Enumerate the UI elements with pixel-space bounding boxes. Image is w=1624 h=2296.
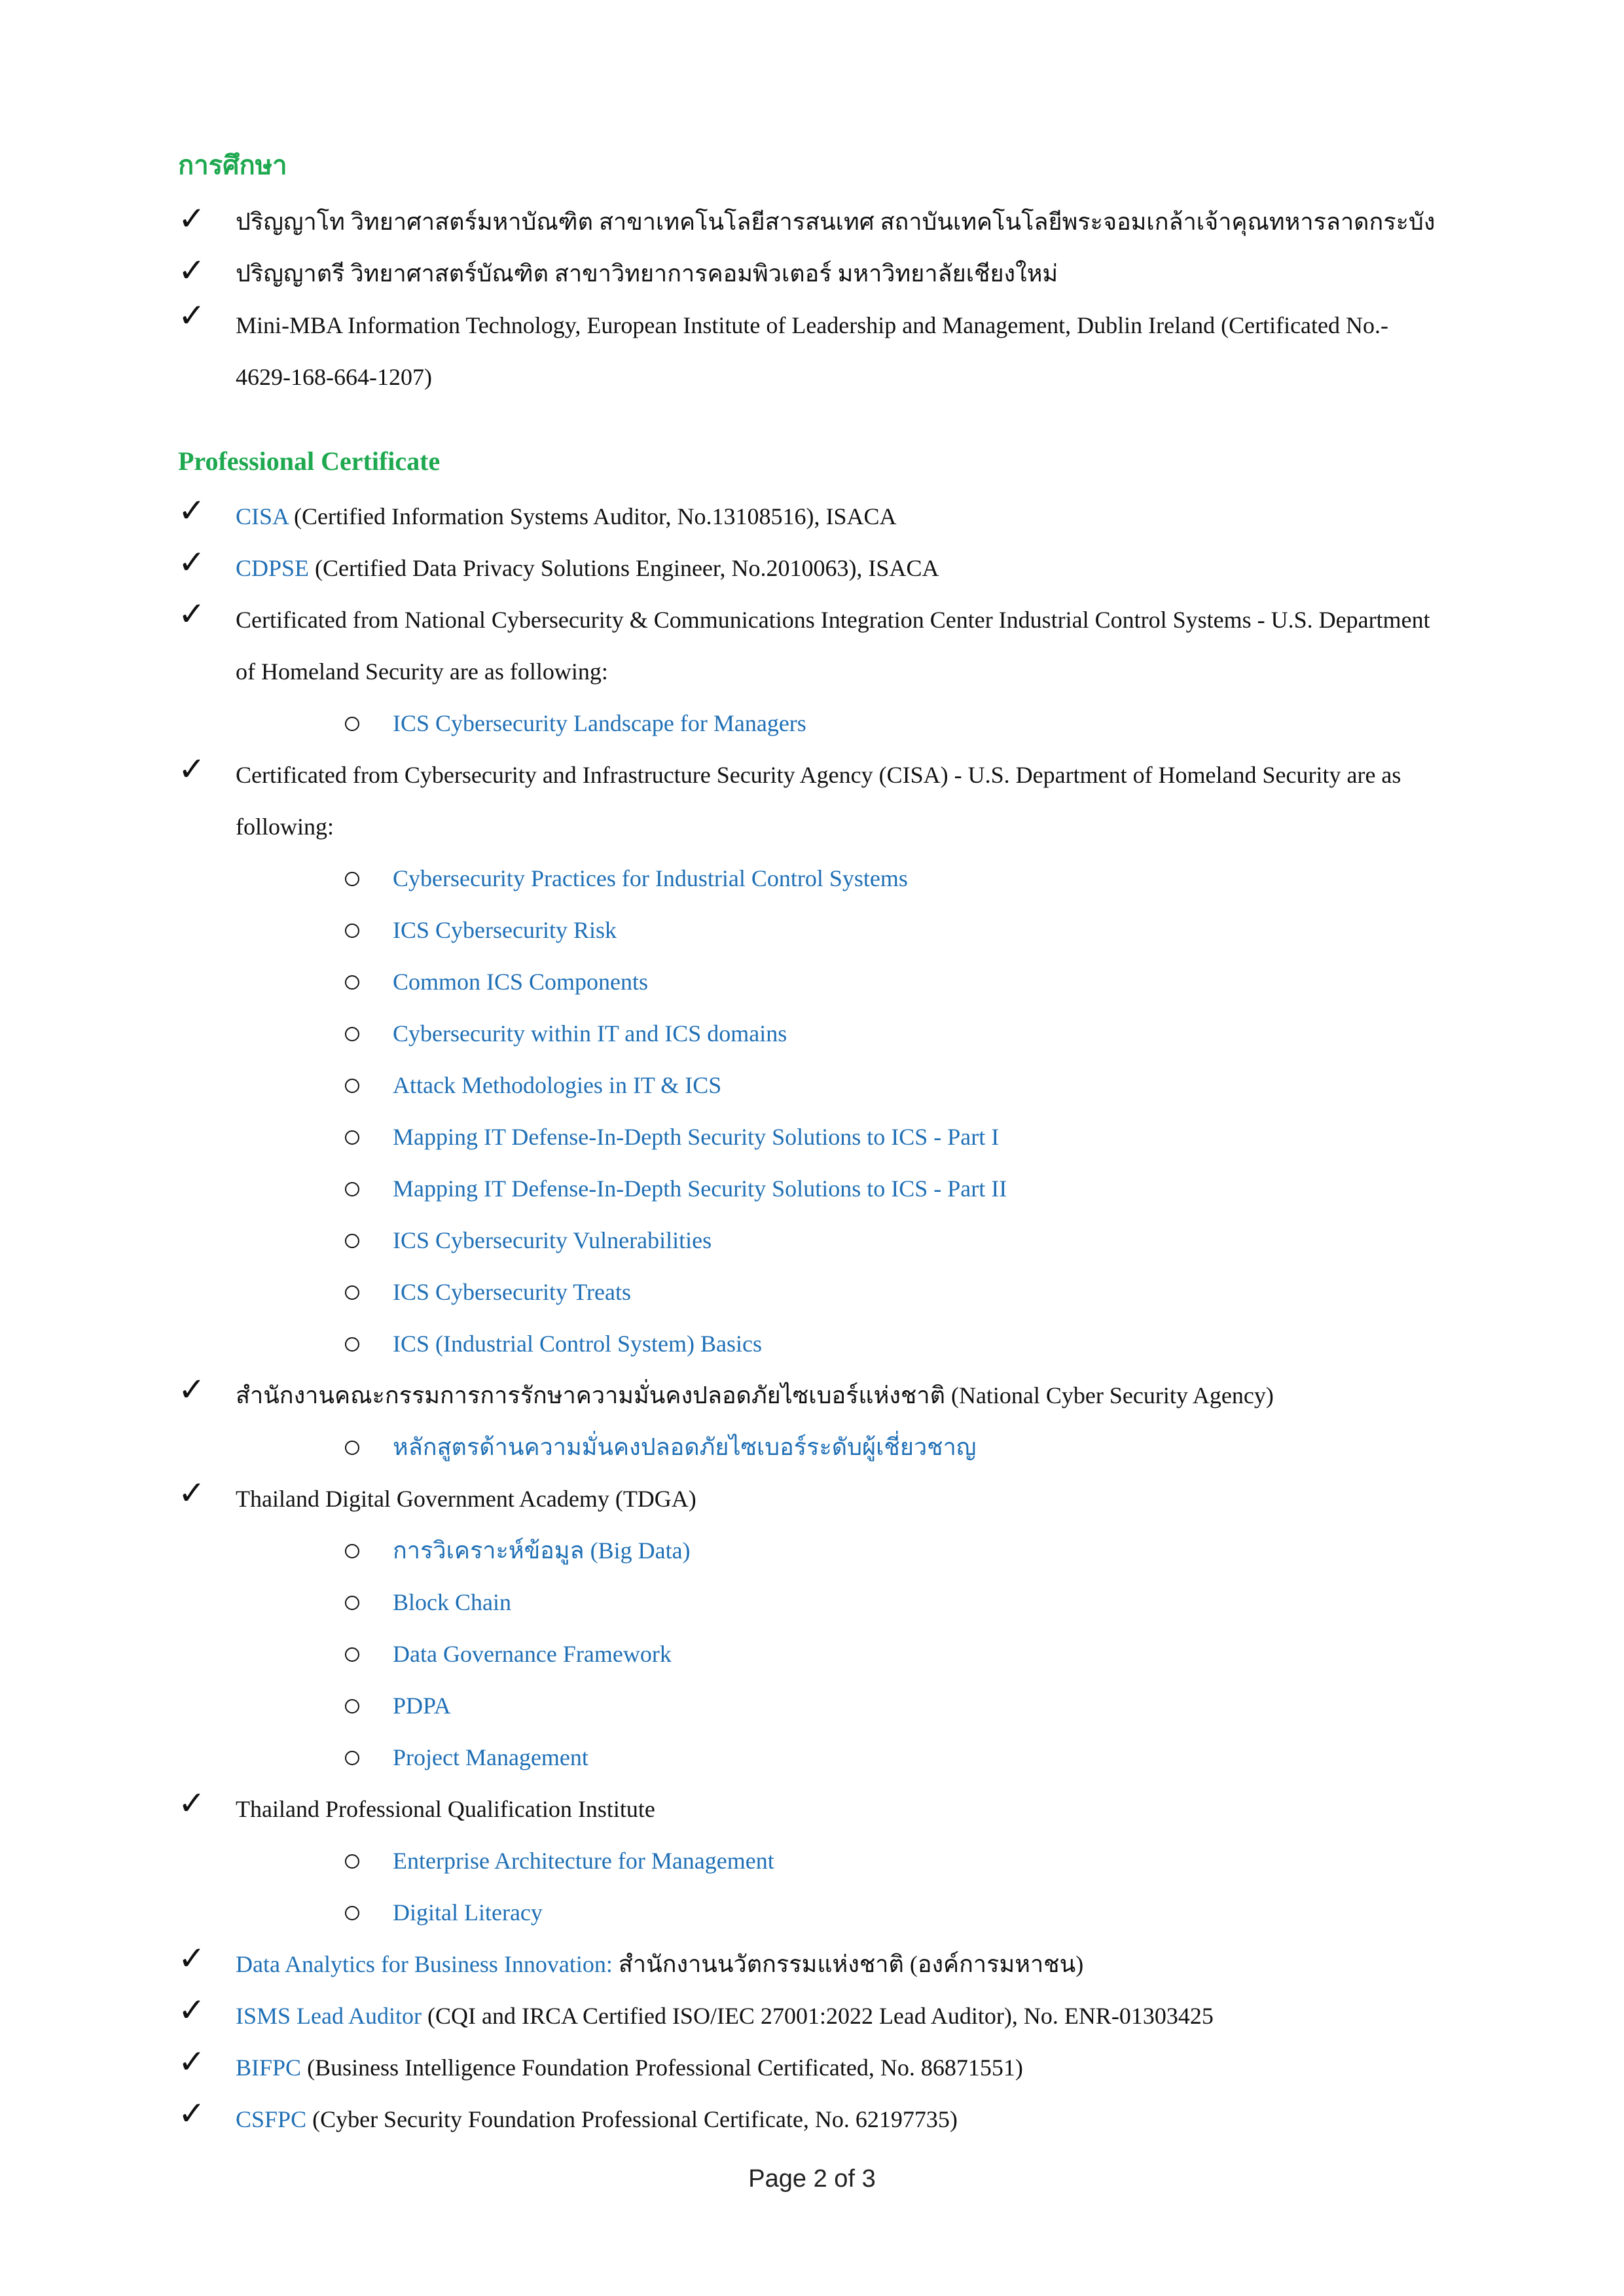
isms-desc: (CQI and IRCA Certified ISO/IEC 27001:2022 Lead Auditor), No. ENR-01303425 bbox=[422, 2003, 1214, 2029]
circle-bullet-icon bbox=[345, 1130, 359, 1145]
checkmark-icon: ✓ bbox=[178, 543, 206, 581]
circle-bullet-icon bbox=[345, 1285, 359, 1300]
tdga-course[interactable]: การวิเคราะห์ข้อมูล (Big Data) bbox=[393, 1537, 691, 1564]
checkmark-icon: ✓ bbox=[178, 1371, 206, 1408]
circle-bullet-icon bbox=[345, 1337, 359, 1352]
circle-bullet-icon bbox=[345, 1182, 359, 1196]
cisa-course[interactable]: Cybersecurity within IT and ICS domains bbox=[393, 1020, 787, 1047]
tdga-course[interactable]: Project Management bbox=[393, 1744, 588, 1770]
cisa-course[interactable]: Mapping IT Defense-In-Depth Security Solutions to ICS - Part I bbox=[393, 1124, 1000, 1150]
checkmark-icon: ✓ bbox=[178, 2094, 206, 2132]
cisa-course[interactable]: Mapping IT Defense-In-Depth Security Solutions to ICS - Part II bbox=[393, 1175, 1007, 1202]
education-item: Mini-MBA Information Technology, European Institute of Leadership and Management, Dublin Ireland (Certificated No.- bbox=[236, 312, 1388, 338]
circle-bullet-icon bbox=[345, 1647, 359, 1662]
cisa-agency-line-2: following: bbox=[236, 814, 334, 840]
cisa-course[interactable]: ICS Cybersecurity Treats bbox=[393, 1279, 631, 1305]
ncsa-course[interactable]: หลักสูตรด้านความมั่นคงปลอดภัยไซเบอร์ระดับผู้เชี่ยวชาญ bbox=[393, 1434, 977, 1460]
csfpc-link[interactable]: CSFPC bbox=[236, 2106, 307, 2132]
education-heading: การศึกษา bbox=[178, 151, 287, 180]
nccic-line-1: Certificated from National Cybersecurity & Communications Integration Center Industrial Control Systems - U.S. Department bbox=[236, 607, 1430, 633]
page-current: 2 bbox=[813, 2165, 827, 2193]
bifpc-item bbox=[236, 2051, 1023, 2084]
circle-bullet-icon bbox=[345, 1906, 359, 1920]
isms-link[interactable]: ISMS Lead Auditor bbox=[236, 2003, 422, 2029]
circle-bullet-icon bbox=[345, 717, 359, 731]
checkmark-icon: ✓ bbox=[178, 1474, 206, 1512]
checkmark-icon: ✓ bbox=[178, 251, 206, 289]
cisa-link[interactable]: CISA bbox=[236, 503, 289, 529]
circle-bullet-icon bbox=[345, 1854, 359, 1869]
education-item-continued: 4629-168-664-1207) bbox=[236, 364, 432, 390]
cisa-agency-line-1: Certificated from Cybersecurity and Infrastructure Security Agency (CISA) - U.S. Department of Homeland Security are as bbox=[236, 762, 1401, 788]
page-label: Page bbox=[748, 2165, 814, 2193]
cisa-desc: (Certified Information Systems Auditor, No.13108516), ISACA bbox=[288, 503, 897, 529]
cdpse-desc: (Certified Data Privacy Solutions Engineer, No.2010063), ISACA bbox=[309, 555, 939, 581]
cdpse-link[interactable]: CDPSE bbox=[236, 555, 310, 581]
circle-bullet-icon bbox=[345, 1751, 359, 1765]
circle-bullet-icon bbox=[345, 975, 359, 990]
tdga-course[interactable]: Data Governance Framework bbox=[393, 1641, 672, 1667]
cisa-course[interactable]: ICS Cybersecurity Risk bbox=[393, 917, 617, 943]
circle-bullet-icon bbox=[345, 924, 359, 938]
professional-heading: Professional Certificate bbox=[178, 446, 441, 476]
circle-bullet-icon bbox=[345, 872, 359, 886]
cisa-course[interactable]: Common ICS Components bbox=[393, 969, 649, 995]
checkmark-icon: ✓ bbox=[178, 296, 206, 334]
circle-bullet-icon bbox=[345, 1079, 359, 1093]
checkmark-icon: ✓ bbox=[178, 595, 206, 633]
csfpc-item bbox=[236, 2103, 958, 2136]
data-analytics-item bbox=[236, 1948, 1083, 1981]
page-footer bbox=[0, 2165, 1624, 2193]
cisa-course[interactable]: ICS (Industrial Control System) Basics bbox=[393, 1331, 762, 1357]
tdga-course[interactable]: Block Chain bbox=[393, 1589, 511, 1615]
bifpc-desc: (Business Intelligence Foundation Professional Certificated, No. 86871551) bbox=[301, 2054, 1023, 2081]
bifpc-link[interactable]: BIFPC bbox=[236, 2054, 302, 2081]
checkmark-icon: ✓ bbox=[178, 1939, 206, 1977]
tdga-course[interactable]: PDPA bbox=[393, 1693, 451, 1719]
tpqi-course[interactable]: Digital Literacy bbox=[393, 1899, 543, 1926]
circle-bullet-icon bbox=[345, 1699, 359, 1713]
cdpse-item bbox=[236, 552, 939, 584]
cisa-course[interactable]: Cybersecurity Practices for Industrial Control Systems bbox=[393, 865, 908, 891]
tpqi-course[interactable]: Enterprise Architecture for Management bbox=[393, 1848, 774, 1874]
circle-bullet-icon bbox=[345, 1234, 359, 1248]
circle-bullet-icon bbox=[345, 1027, 359, 1041]
of-label: of bbox=[827, 2165, 862, 2193]
checkmark-icon: ✓ bbox=[178, 1991, 206, 2029]
education-item: ปริญญาตรี วิทยาศาสตร์บัณฑิต สาขาวิทยาการคอมพิวเตอร์ มหาวิทยาลัยเชียงใหม่ bbox=[236, 260, 1058, 287]
cisa-item bbox=[236, 500, 897, 533]
ncsa-line: สำนักงานคณะกรรมการการรักษาความมั่นคงปลอดภัยไซเบอร์แห่งชาติ (National Cyber Security Agency) bbox=[236, 1382, 1274, 1408]
circle-bullet-icon bbox=[345, 1441, 359, 1455]
checkmark-icon: ✓ bbox=[178, 492, 206, 529]
tdga-line: Thailand Digital Government Academy (TDGA) bbox=[236, 1486, 696, 1512]
isms-item bbox=[236, 2000, 1214, 2032]
csfpc-desc: (Cyber Security Foundation Professional Certificate, No. 62197735) bbox=[306, 2106, 958, 2132]
nccic-line-2: of Homeland Security are as following: bbox=[236, 658, 608, 685]
checkmark-icon: ✓ bbox=[178, 200, 206, 238]
circle-bullet-icon bbox=[345, 1596, 359, 1610]
tpqi-line: Thailand Professional Qualification Institute bbox=[236, 1796, 655, 1822]
checkmark-icon: ✓ bbox=[178, 1784, 206, 1822]
page-total: 3 bbox=[861, 2165, 876, 2193]
checkmark-icon: ✓ bbox=[178, 2043, 206, 2081]
cisa-course[interactable]: Attack Methodologies in IT & ICS bbox=[393, 1072, 722, 1098]
cisa-course[interactable]: ICS Cybersecurity Vulnerabilities bbox=[393, 1227, 712, 1253]
circle-bullet-icon bbox=[345, 1544, 359, 1558]
data-analytics-link[interactable]: Data Analytics for Business Innovation: bbox=[236, 1951, 613, 1977]
data-analytics-desc: สำนักงานนวัตกรรมแห่งชาติ (องค์การมหาชน) bbox=[612, 1951, 1084, 1977]
education-item: ปริญญาโท วิทยาศาสตร์มหาบัณฑิต สาขาเทคโนโลยีสารสนเทศ สถาบันเทคโนโลยีพระจอมเกล้าเจ้าคุณทหารลาดกระบัง bbox=[236, 209, 1435, 235]
nccic-course[interactable]: ICS Cybersecurity Landscape for Managers bbox=[393, 710, 806, 736]
checkmark-icon: ✓ bbox=[178, 750, 206, 788]
